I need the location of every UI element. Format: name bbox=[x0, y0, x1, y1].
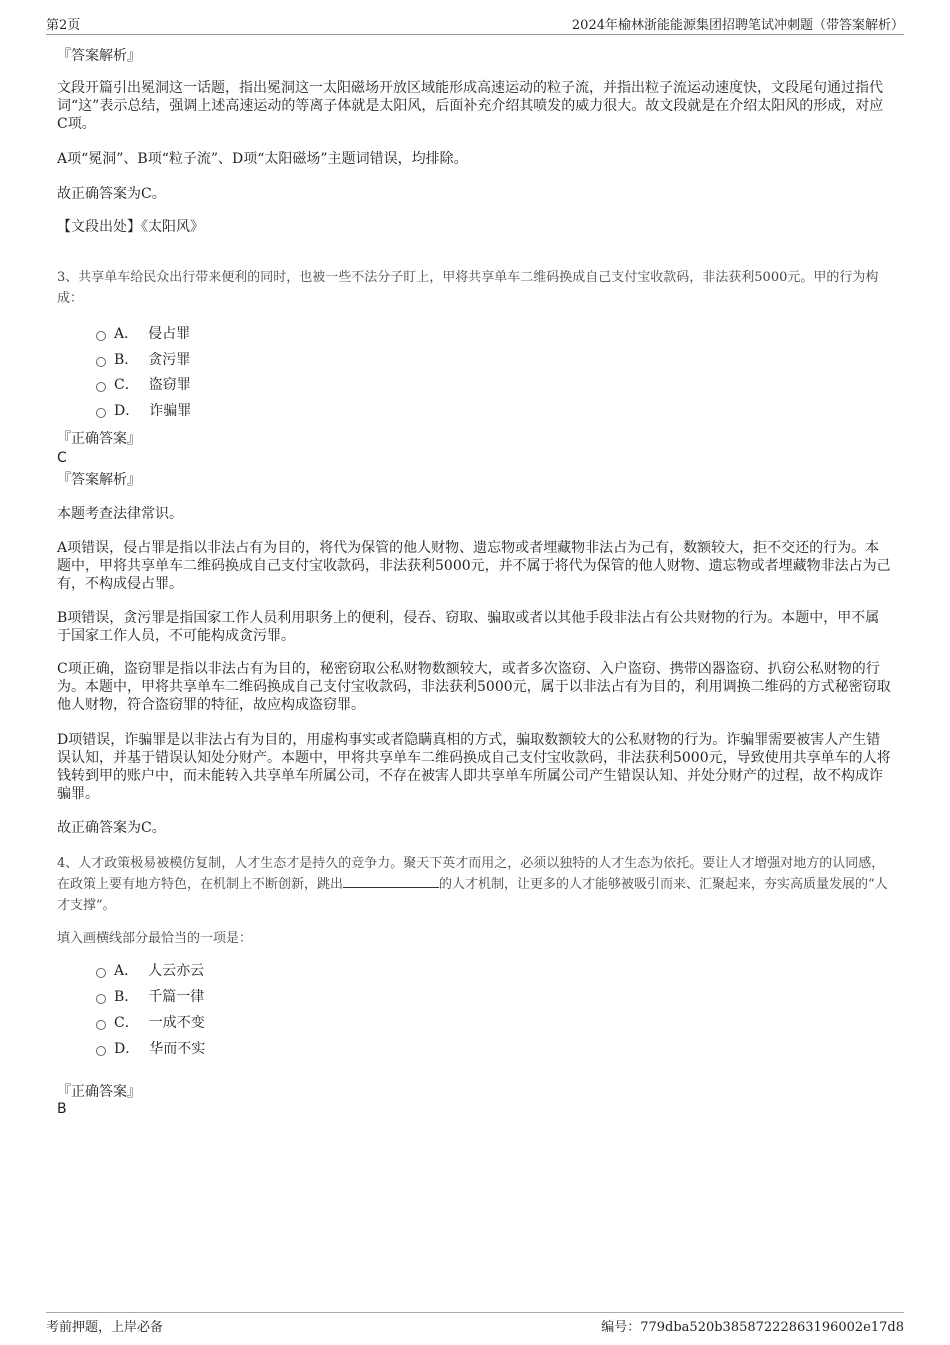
q2-conclusion: 故正确答案为C。 bbox=[57, 186, 166, 202]
answer-blank bbox=[343, 875, 439, 888]
radio-icon[interactable] bbox=[96, 382, 106, 392]
q3-analysis-b: B项错误，贪污罪是指国家工作人员利用职务上的便利，侵吞、窃取、骗取或者以其他手段非法占有公共财物的行为。本题中，甲不属于国家工作人员，不可能构成贪污罪。 bbox=[57, 610, 880, 644]
radio-icon[interactable] bbox=[96, 968, 106, 978]
radio-icon[interactable] bbox=[96, 408, 106, 418]
q4-option-d[interactable]: D． 华而不实 bbox=[96, 1039, 205, 1059]
q3-analysis-c: C项正确，盗窃罪是指以非法占有为目的，秘密窃取公私财物数额较大，或者多次盗窃、入户盗窃、携带凶器盗窃、扒窃公私财物的行为。本题中，甲将共享单车二维码换成自己支付宝收款码，非法获利5000元，属于以非法占有为目的，利用调换二维码的方式秘密窃取他人财物，符合盗窃罪的特征，故应构成盗窃罪。 bbox=[57, 661, 891, 713]
q4-correct-answer: B bbox=[57, 1101, 67, 1117]
radio-icon[interactable] bbox=[96, 994, 106, 1004]
radio-icon[interactable] bbox=[96, 1020, 106, 1030]
radio-icon[interactable] bbox=[96, 1046, 106, 1056]
q3-option-d[interactable]: D． 诈骗罪 bbox=[96, 401, 191, 421]
q4-option-a[interactable]: A． 人云亦云 bbox=[96, 961, 204, 981]
page-footer bbox=[46, 1312, 904, 1335]
q4-option-c[interactable]: C． 一成不变 bbox=[96, 1013, 205, 1033]
page-number: 第2页 bbox=[46, 18, 81, 33]
q3-analysis-intro: 本题考查法律常识。 bbox=[57, 506, 183, 522]
document-title: 2024年榆林浙能能源集团招聘笔试冲刺题（带答案解析） bbox=[571, 18, 904, 33]
q3-option-c[interactable]: C． 盗窃罪 bbox=[96, 375, 191, 395]
q3-option-b[interactable]: B． 贪污罪 bbox=[96, 350, 190, 370]
document-code: 编号：779dba520b38587222863196002e17d8 bbox=[601, 1320, 904, 1335]
q3-correct-answer: C bbox=[57, 450, 67, 466]
q2-analysis-paragraph-1: 文段开篇引出冕洞这一话题，指出冕洞这一太阳磁场开放区域能形成高速运动的粒子流，并指出粒子流运动速度快，文段尾句通过指代词“这”表示总结，强调上述高速运动的等离子体就是太阳风，后面补充介绍其喷发的威力很大。故文段就是在介绍太阳风的形成，对应C项。 bbox=[57, 80, 884, 132]
q3-correct-label: 『正确答案』 bbox=[57, 431, 141, 447]
q4-option-b[interactable]: B． 千篇一律 bbox=[96, 987, 204, 1007]
footer-slogan: 考前押题，上岸必备 bbox=[46, 1320, 164, 1335]
q2-analysis-label: 『答案解析』 bbox=[57, 48, 141, 64]
q3-analysis-d: D项错误，诈骗罪是以非法占有为目的，用虚构事实或者隐瞒真相的方式，骗取数额较大的公私财物的行为。诈骗罪需要被害人产生错误认知，并基于错误认知处分财产。本题中，甲将共享单车二维码换成自己支付宝收款码，非法获利5000元，导致使用共享单车的人将钱转到甲的账户中，而未能转入共享单车所属公司，不存在被害人即共享单车所属公司产生错误认知、并处分财产的过程，故不构成诈骗罪。 bbox=[57, 732, 891, 802]
q2-source: 【文段出处】《太阳风》 bbox=[57, 219, 204, 235]
q4-correct-label: 『正确答案』 bbox=[57, 1084, 141, 1100]
q3-conclusion: 故正确答案为C。 bbox=[57, 820, 166, 836]
q4-question: 4、人才政策极易被模仿复制，人才生态才是持久的竞争力。聚天下英才而用之，必须以独特的人才生态为依托。要让人才增强对地方的认同感，在政策上要有地方特色，在机制上不断创新，跳出 的人才机制，让更多的人才能够被吸引而来、汇聚起来，夯实高质量发展的“人才支撑”。 bbox=[57, 856, 888, 913]
radio-icon[interactable] bbox=[96, 357, 106, 367]
q3-analysis-a: A项错误，侵占罪是指以非法占有为目的，将代为保管的他人财物、遗忘物或者埋藏物非法占为己有，数额较大，拒不交还的行为。本题中，甲将共享单车二维码换成自己支付宝收款码，非法获利5000元，并不属于将代为保管的他人财物、遗忘物或者埋藏物非法占为己有，不构成侵占罪。 bbox=[57, 540, 891, 592]
page-header bbox=[46, 12, 904, 35]
radio-icon[interactable] bbox=[96, 331, 106, 341]
q3-analysis-label: 『答案解析』 bbox=[57, 472, 141, 488]
q3-question: 3、共享单车给民众出行带来便利的同时，也被一些不法分子盯上，甲将共享单车二维码换成自己支付宝收款码，非法获利5000元。甲的行为构成： bbox=[57, 270, 879, 306]
q2-analysis-paragraph-2: A项“冕洞”、B项“粒子流”、D项“太阳磁场”主题词错误，均排除。 bbox=[57, 151, 468, 167]
q3-option-a[interactable]: A． 侵占罪 bbox=[96, 324, 190, 344]
q4-prompt: 填入画横线部分最恰当的一项是： bbox=[57, 931, 253, 946]
